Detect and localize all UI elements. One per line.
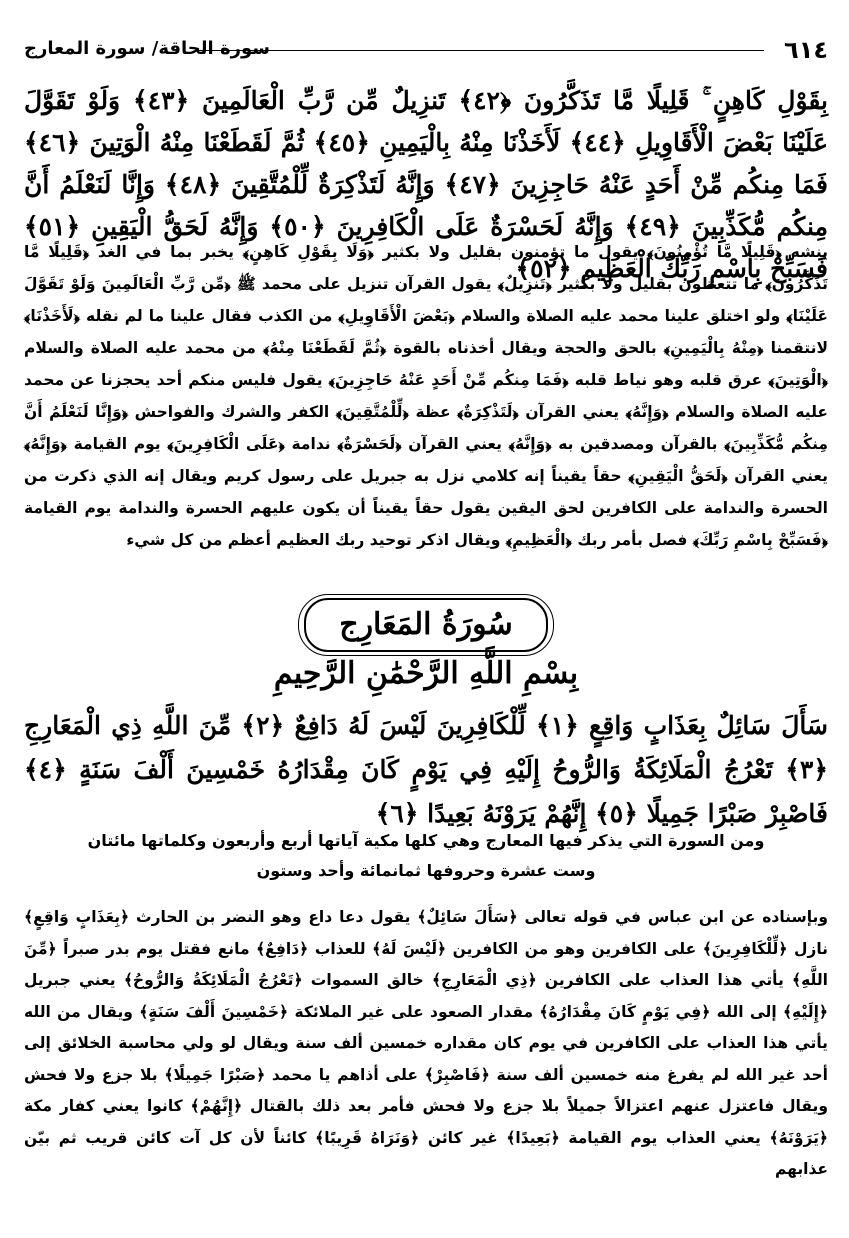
quran-verses-haqqa: بِقَوْلِ كَاهِنٍ ۚ قَلِيلًا مَّا تَذَكَّرُونَ ﴿٤٢﴾ تَنزِيلٌ مِّن رَّبِّ الْعَالَمِينَ ﴿٤٣﴾ وَلَوْ تَقَوَّلَ عَلَيْنَا بَعْضَ الْأَقَاوِيلِ ﴿٤٤﴾ لَأَخَذْنَا مِنْهُ بِالْيَمِينِ ﴿٤٥﴾ ثُمَّ لَقَطَعْنَا مِنْهُ الْوَتِينَ ﴿٤٦﴾ فَمَا مِنكُم مِّنْ أَحَدٍ عَنْهُ حَاجِزِينَ ﴿٤٧﴾ وَإِنَّهُ لَتَذْكِرَةٌ لِّلْمُتَّقِينَ ﴿٤٨﴾ وَإِنَّا لَنَعْلَمُ أَنَّ مِنكُم مُّكَذِّبِينَ ﴿٤٩﴾ وَإِنَّهُ لَحَسْرَةٌ عَلَى الْكَافِرِينَ ﴿٥٠﴾ وَإِنَّهُ لَحَقُّ الْيَقِينِ ﴿٥١﴾ فَسَبِّحْ بِاسْمِ رَبِّكَ الْعَظِيمِ ﴿٥٢﴾ (24, 86, 829, 283)
surah-title: سورة الحاقة/ سورة المعارج (24, 38, 270, 59)
surah-intro-line-1: ومن السورة التي يذكر فيها المعارج وهي كلها مكية آياتها أربع وأربعون وكلماتها مائتان (87, 831, 765, 850)
quran-verses-maarij: سَأَلَ سَائِلٌ بِعَذَابٍ وَاقِعٍ ﴿١﴾ لِّلْكَافِرِينَ لَيْسَ لَهُ دَافِعٌ ﴿٢﴾ مِّنَ اللَّهِ ذِي الْمَعَارِجِ ﴿٣﴾ تَعْرُجُ الْمَلَائِكَةُ وَالرُّوحُ إِلَيْهِ فِي يَوْمٍ كَانَ مِقْدَارُهُ خَمْسِينَ أَلْفَ سَنَةٍ ﴿٤﴾ فَاصْبِرْ صَبْرًا جَمِيلًا ﴿٥﴾ إِنَّهُمْ يَرَوْنَهُ بَعِيدًا ﴿٦﴾ (24, 711, 829, 828)
page-header (18, 36, 834, 70)
page (18, 0, 834, 1238)
surah-intro-line-2: وست عشرة وحروفها ثمانمائة وأحد وستون (256, 861, 596, 880)
header-divider (198, 50, 764, 51)
surah-banner: سُورَةُ المَعَارِج (304, 598, 548, 652)
tafsir-haqqa: ينشه ﴿قَلِيلًا مَّا تُؤْمِنُونَ﴾ يقول ما تؤمنون بقليل ولا بكثير ﴿وَلَا بِقَوْلِ كَاهِنٍ﴾ يخبر بما في الغد ﴿قَلِيلًا مَّا تَذَكَّرُونَ﴾ ما تتعظون بقليل ولا بكثير ﴿تَنزِيلٌ﴾ يقول القرآن تنزيل على محمد ﷺ ﴿مِّن رَّبِّ الْعَالَمِينَ وَلَوْ تَقَوَّلَ عَلَيْنَا﴾ ولو اختلق علينا محمد عليه الصلاة والسلام ﴿بَعْضَ الْأَقَاوِيلِ﴾ من الكذب فقال علينا ما لم نقله ﴿لَأَخَذْنَا﴾ لانتقمنا ﴿مِنْهُ بِالْيَمِينِ﴾ بالحق والحجة ويقال أخذناه بالقوة ﴿ثُمَّ لَقَطَعْنَا مِنْهُ﴾ من محمد عليه الصلاة والسلام ﴿الْوَتِينَ﴾ عرق قلبه وهو نياط قلبه ﴿فَمَا مِنكُم مِّنْ أَحَدٍ عَنْهُ حَاجِزِينَ﴾ يقول فليس منكم أحد يحجزنا عن محمد عليه الصلاة والسلام ﴿وَإِنَّهُ﴾ يعني القرآن ﴿لَتَذْكِرَةٌ﴾ عظة ﴿لِّلْمُتَّقِينَ﴾ الكفر والشرك والفواحش ﴿وَإِنَّا لَنَعْلَمُ أَنَّ مِنكُم مُّكَذِّبِينَ﴾ بالقرآن ومصدقين به ﴿وَإِنَّهُ﴾ يعني القرآن ﴿لَحَسْرَةٌ﴾ ندامة ﴿عَلَى الْكَافِرِينَ﴾ يوم القيامة ﴿وَإِنَّهُ﴾ يعني القرآن ﴿لَحَقُّ الْيَقِينِ﴾ حقاً يقيناً إنه كلامي نزل به جبريل على رسول كريم ويقال إنه الذي ذكرت من الحسرة والندامة على الكافرين لحق اليقين يقول حقاً يقيناً أن يكون عليهم الحسرة والندامة يوم القيامة ﴿فَسَبِّحْ بِاسْمِ رَبِّكَ﴾ فصل بأمر ربك ﴿الْعَظِيمِ﴾ ويقال اذكر توحيد ربك العظيم أعظم من كل شيء (24, 243, 828, 549)
surah-intro (18, 826, 834, 886)
basmala: بِسْمِ اللَّهِ الرَّحْمَٰنِ الرَّحِيمِ (273, 656, 579, 691)
page-number: ٦١٤ (784, 36, 828, 64)
tafsir-maarij: وبإسناده عن ابن عباس في قوله تعالى ﴿سَأَلَ سَائِلٌ﴾ يقول دعا داع وهو النضر بن الحارث ﴿بِعَذَابٍ وَاقِعٍ﴾ نازل ﴿لِّلْكَافِرِينَ﴾ على الكافرين وهو من الكافرين ﴿لَيْسَ لَهُ﴾ للعذاب ﴿دَافِعٌ﴾ مانع فقتل يوم بدر صبراً ﴿مِّنَ اللَّهِ﴾ يأتي هذا العذاب على الكافرين ﴿ذِي الْمَعَارِجِ﴾ خالق السموات ﴿تَعْرُجُ الْمَلَائِكَةُ وَالرُّوحُ﴾ يعني جبريل ﴿إِلَيْهِ﴾ إلى الله ﴿فِي يَوْمٍ كَانَ مِقْدَارُهُ﴾ مقدار الصعود على غير الملائكة ﴿خَمْسِينَ أَلْفَ سَنَةٍ﴾ ويقال من الله يأتي هذا العذاب على الكافرين في يوم كان مقداره خمسين ألف سنة ويقال لو ولي محاسبة الخلائق إلى أحد غير الله لم يفرغ منه خمسين ألف سنة ﴿فَاصْبِرْ﴾ على أذاهم يا محمد ﴿صَبْرًا جَمِيلًا﴾ بلا جزع ولا فحش ويقال فاعتزل عنهم اعتزالاً جميلاً بلا جزع ولا فحش فأمر بعد ذلك بالقتال ﴿إِنَّهُمْ﴾ كانوا يعني كفار مكة ﴿يَرَوْنَهُ﴾ يعني العذاب يوم القيامة ﴿بَعِيدًا﴾ غير كائن ﴿وَنَرَاهُ قَرِيبًا﴾ كائناً لأن كل آت كائن قريب ثم بيّن عذابهم (24, 908, 828, 1178)
